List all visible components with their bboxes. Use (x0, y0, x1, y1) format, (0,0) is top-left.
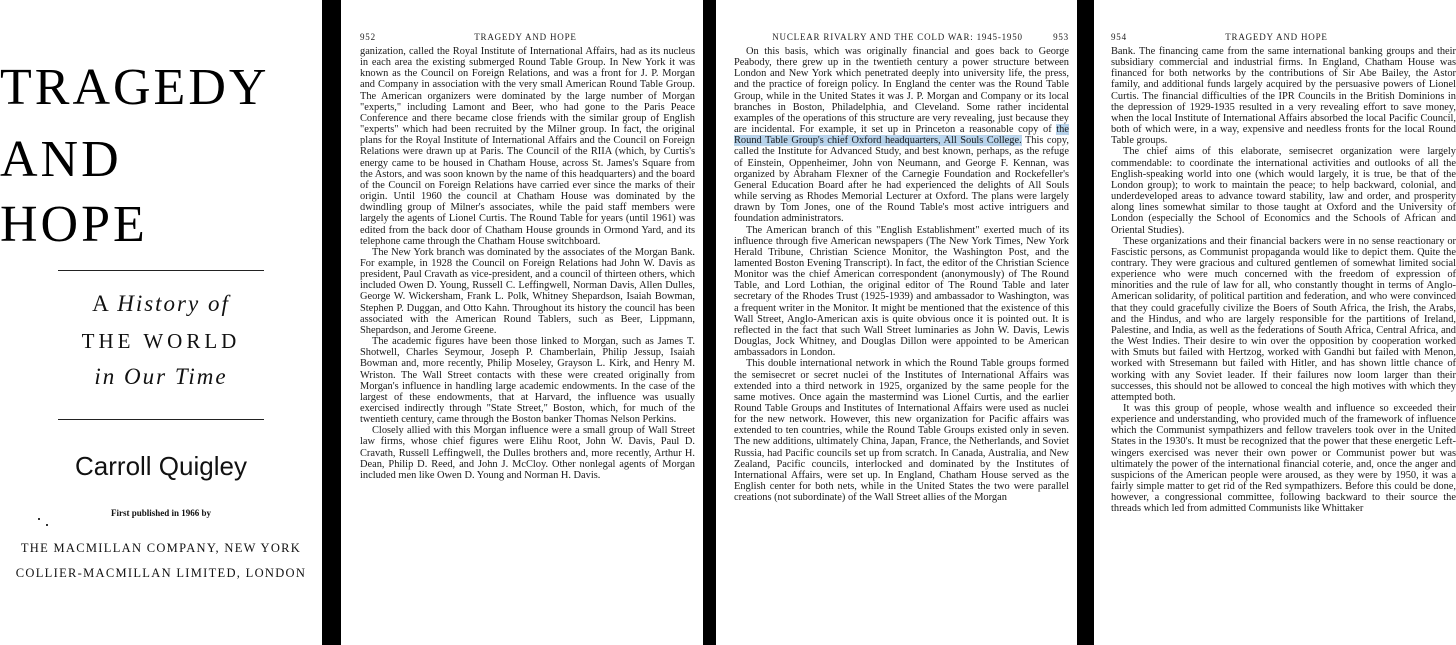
page-953 (716, 0, 1077, 645)
title-rule-bottom (58, 419, 264, 420)
subtitle-line-2: THE WORLD (81, 329, 241, 353)
page-header (734, 32, 1069, 42)
page-header (360, 32, 695, 42)
paragraph: This double international network in which the Round Table groups formed the semisecret or secret nuclei of the Institutes of International Affairs was extended into a third network in 1925, organized by the same people for the same motives. Once again the mastermind was Lionel Curtis, and the earlier Round Table Groups and Institutes of International Affairs were used as nuclei for the new network. However, this new organization for Pacific affairs was extended to ten countries, while the Round Table Groups existed only in seven. The new additions, ultimately China, Japan, France, the Netherlands, and Soviet Russia, had Pacific councils set up from scratch. In Canada, Australia, and New Zealand, Pacific councils, interlocked and dominated by the Institutes of International Affairs, were set up. In England, Chatham House served as the English center for both nets, while in the United States the two were parallel creations (not subordinate) of the Wall Street allies of the Morgan (734, 358, 1069, 504)
text-before-selection: On this basis, which was originally financial and goes back to George Peabody, there grew up in the twentieth century a power structure between London and New York which penetrated deeply into university life, the press, and the practice of foreign policy. In England the center was the Round Table Group, while in the United States it was J. P. Morgan and Company or its local branches in Boston, Philadelphia, and Cleveland. Some rather incidental examples of the operations of this structure are very revealing, just because they are incidental. For example, it set up in Princeton a reasonable copy of (734, 46, 1069, 136)
speck-mark (38, 518, 40, 520)
subtitle-line-1 (0, 291, 322, 317)
paragraph-highlighted (734, 46, 1069, 225)
title-line-1: TRAGEDY (0, 59, 270, 116)
paragraph: It was this group of people, whose wealth and influence so exceeded their experience and understanding, who provided much of the framework of influence which the Communist sympathizers and fellow travelers took over in the United States in the 1930's. It must be recognized that the power that these energetic Left-wingers exercised was never their own power or Communist power but was ultimately the power of the international financial coterie, and, once the anger and suspicions of the American people were aroused, as they were by 1950, it was a fairly simple matter to get rid of the Red sympathizers. Before this could be done, however, a congressional committee, following backward to their source the threads which led from admitted Communists like Whittaker (1111, 403, 1456, 515)
title-line-2: AND (0, 131, 122, 188)
publisher-line-1: THE MACMILLAN COMPANY, NEW YORK (20, 541, 302, 555)
running-head: TRAGEDY AND HOPE (474, 32, 577, 42)
publisher-line-2: COLLIER-MACMILLAN LIMITED, LONDON (15, 566, 307, 580)
text-after-selection: This copy, called the Institute for Advanced Study, and best known, perhaps, as the refuge of Einstein, Oppenheimer, John von Neumann, and George F. Kennan, was organized by Abraham Flexner of the Carnegie Foundation and Rockefeller's General Education Board after he had experienced the delights of All Souls while serving as Rhodes Memorial Lecturer at Oxford. The plans were largely drawn by Tom Jones, one of the Round Table's most active intriguers and foundation administrators. (734, 135, 1069, 225)
page-body (360, 46, 695, 481)
paragraph: The chief aims of this elaborate, semisecret organization were largely commendable: to coordinate the international activities and outlooks of all the English-speaking world into one (which would largely, it is true, be that of the London group); to work to maintain the peace; to help backward, colonial, and underdeveloped areas to advance toward stability, law and order, and prosperity along lines somewhat similar to those taught at Oxford and the University of London (especially the School of Economics and the Schools of African and Oriental Studies). (1111, 146, 1456, 236)
page-body (1111, 46, 1456, 515)
author-name: Carroll Quigley (75, 451, 247, 481)
running-head: TRAGEDY AND HOPE (1225, 32, 1328, 42)
speck-mark (46, 524, 48, 526)
subtitle-history: History of (117, 291, 230, 316)
page-number: 954 (1111, 32, 1127, 42)
paragraph: Bank. The financing came from the same international banking groups and their subsidiary commercial and industrial firms. In England, Chatham House was financed for both networks by the contributions of Sir Abe Bailey, the Astor family, and additional funds largely acquired by the persuasive powers of Lionel Curtis. The financial difficulties of the IPR Councils in the British Dominions in the depression of 1929-1935 resulted in a very revealing effort to save money, when the local Institute of International Affairs absorbed the local Pacific Council, both of which were, in a way, expensive and needless fronts for the local Round Table groups. (1111, 46, 1456, 147)
page-number: 953 (1053, 32, 1069, 42)
paragraph: ganization, called the Royal Institute of International Affairs, had as its nucleus in each area the existing submerged Round Table Group. In New York it was known as the Council on Foreign Relations, and was a front for J. P. Morgan and Company in association with the very small American Round Table Group. The American organizers were dominated by the large number of Morgan "experts," including Lamont and Beer, who had gone to the Paris Peace Conference and there became close friends with the similar group of English "experts" which had been recruited by the Milner group. In fact, the original plans for the Royal Institute of International Affairs and the Council on Foreign Relations were drawn up at Paris. The Council of the RIIA (which, by Curtis's energy came to be housed in Chatham House, across St. James's Square from the Astors, and was soon known by the name of this headquarters) and the board of the Council on Foreign Relations have carried ever since the marks of their origin. Until 1960 the council at Chatham House was dominated by the dwindling group of Milner's associates, while the paid staff members were largely the agents of Lionel Curtis. The Round Table for years (until 1961) was edited from the back door of Chatham House grounds in Ormond Yard, and its telephone came through the Chatham House switchboard. (360, 46, 695, 247)
paragraph: These organizations and their financial backers were in no sense reactionary or Fascistic persons, as Communist propaganda would like to depict them. Quite the contrary. They were gracious and cultured gentlemen of somewhat limited social experience who were much concerned with the freedom of expression of minorities and the rule of law for all, who constantly thought in terms of Anglo-American solidarity, of political partition and federation, and who were convinced that they could gracefully civilize the Boers of South Africa, the Irish, the Arabs, and the Hindus, and who are largely responsible for the partitions of Ireland, Palestine, and India, as well as the federations of South Africa, Central Africa, and the West Indies. Their desire to win over the opposition by cooperation worked with Smuts but failed with Hertzog, worked with Gandhi but failed with Menon, worked with Stresemann but failed with Hitler, and has shown little chance of working with any Soviet leader. If their failures now loom larger than their successes, this should not be allowed to conceal the high motives with which they attempted both. (1111, 235, 1456, 403)
page-header (1111, 32, 1456, 42)
title-rule-top (58, 270, 264, 271)
title-line-3: HOPE (0, 196, 148, 253)
page-954 (1094, 0, 1456, 645)
paragraph: Closely allied with this Morgan influence were a small group of Wall Street law firms, whose chief figures were Elihu Root, John W. Davis, Paul D. Cravath, Russell Leffingwell, the Dulles brothers and, more recently, Arthur H. Dean, Philip D. Reed, and John J. McCloy. Other nonlegal agents of Morgan included men like Owen D. Young and Norman H. Davis. (360, 425, 695, 481)
page-952 (341, 0, 703, 645)
page-number: 952 (360, 32, 376, 42)
subtitle-line-3: in Our Time (94, 364, 228, 389)
subtitle-a: A (92, 291, 118, 316)
text-selection-highlight[interactable]: the Round Table Group's chief Oxford headquarters, All Souls College. (734, 124, 1069, 147)
first-published: First published in 1966 by (110, 508, 212, 518)
title-page (0, 0, 322, 645)
paragraph: The academic figures have been those linked to Morgan, such as James T. Shotwell, Charles Seymour, Joseph P. Chamberlain, Philip Jessup, Isaiah Bowman and, more recently, Philip Moseley, Grayson L. Kirk, and Henry M. Wriston. The Wall Street contacts with these were created originally from Morgan's influence in handling large academic endowments. In the case of the largest of these endowments, that at Harvard, the influence was usually exercised indirectly through "State Street," Boston, which, for much of the twentieth century, came through the Boston banker Thomas Nelson Perkins. (360, 336, 695, 426)
paragraph: The American branch of this "English Establishment" exerted much of its influence through five American newspapers (The New York Times, New York Herald Tribune, Christian Science Monitor, the Washington Post, and the lamented Boston Evening Transcript). In fact, the editor of the Christian Science Monitor was the chief American correspondent (anonymously) of The Round Table, and Lord Lothian, the original editor of The Round Table and later secretary of the Rhodes Trust (1925-1939) and ambassador to Washington, was a frequent writer in the Monitor. It might be mentioned that the existence of this Wall Street, Anglo-American axis is quite obvious once it is pointed out. It is reflected in the fact that such Wall Street luminaries as John W. Davis, Lewis Douglas, Jock Whitney, and Douglas Dillon were appointed to be American ambassadors in London. (734, 224, 1069, 359)
page-body (734, 46, 1069, 503)
running-head: NUCLEAR RIVALRY AND THE COLD WAR: 1945-1950 (772, 32, 1023, 42)
paragraph: The New York branch was dominated by the associates of the Morgan Bank. For example, in 1928 the Council on Foreign Relations had John W. Davis as president, Paul Cravath as vice-president, and a council of thirteen others, which included Owen D. Young, Russell C. Leffingwell, Norman Davis, Allen Dulles, George W. Wickersham, Frank L. Polk, Whitney Shepardson, Isaiah Bowman, Stephen P. Duggan, and Otto Kahn. Throughout its history the council has been associated with the American Round Tablers, such as Beer, Lippmann, Shepardson, and Jerome Greene. (360, 246, 695, 336)
